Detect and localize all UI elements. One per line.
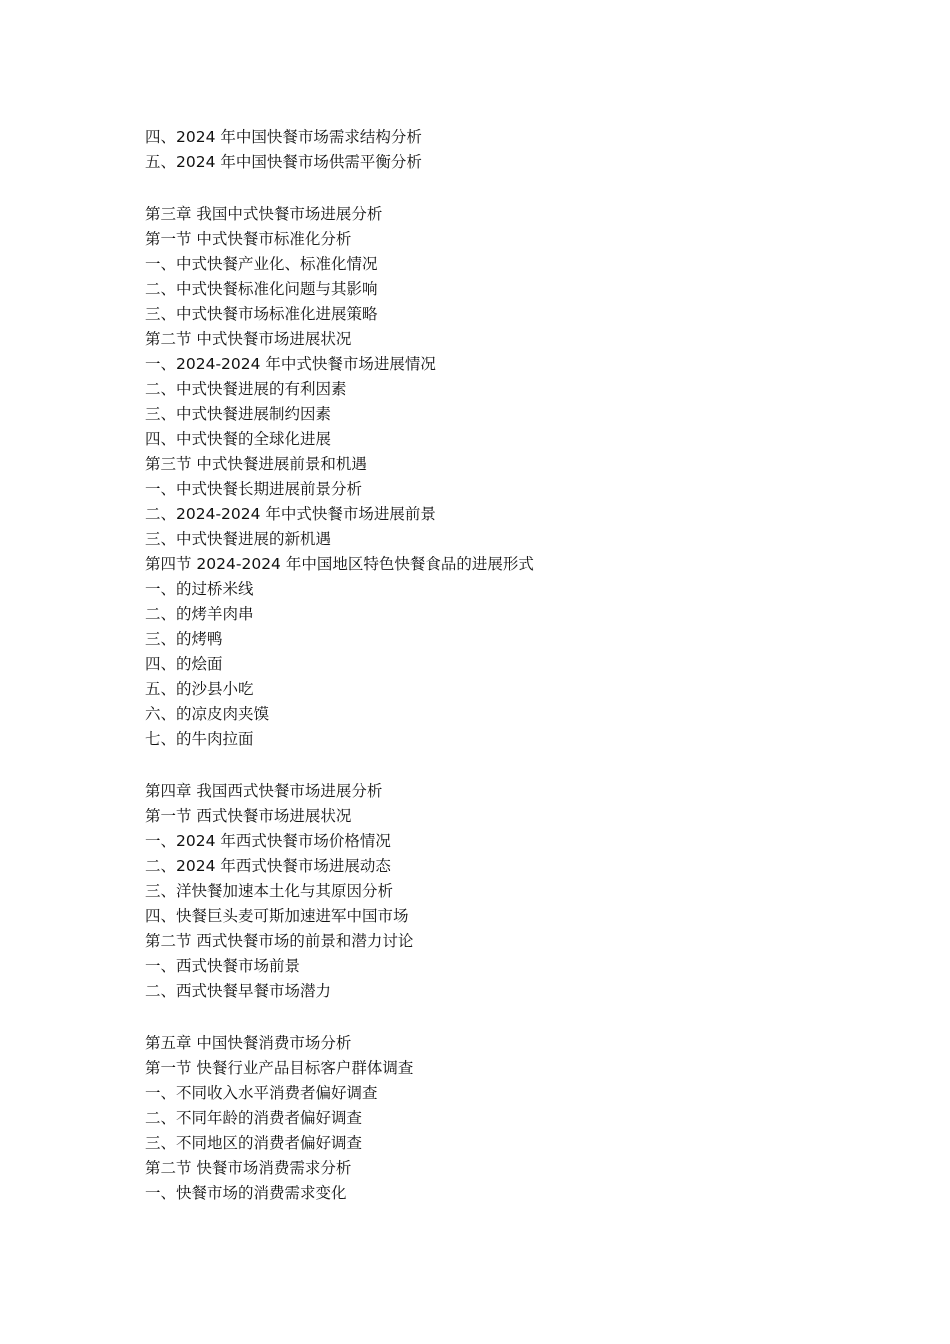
toc-item: 一、中式快餐长期进展前景分析 — [145, 480, 363, 498]
chapter-heading: 第三章 我国中式快餐市场进展分析 — [145, 205, 383, 223]
section-heading: 第二节 快餐市场消费需求分析 — [145, 1159, 352, 1177]
toc-item: 二、的烤羊肉串 — [145, 605, 254, 623]
toc-item: 七、的牛肉拉面 — [145, 730, 254, 748]
toc-item: 三、不同地区的消费者偏好调查 — [145, 1134, 363, 1152]
toc-item: 五、的沙县小吃 — [145, 680, 254, 698]
toc-item: 四、2024 年中国快餐市场需求结构分析 — [145, 128, 422, 146]
toc-item: 四、快餐巨头麦可斯加速进军中国市场 — [145, 907, 409, 925]
toc-item: 四、的烩面 — [145, 655, 223, 673]
section-heading: 第二节 西式快餐市场的前景和潜力讨论 — [145, 932, 414, 950]
toc-item: 四、中式快餐的全球化进展 — [145, 430, 332, 448]
section-heading: 第四节 2024-2024 年中国地区特色快餐食品的进展形式 — [145, 555, 534, 573]
toc-item: 一、快餐市场的消费需求变化 — [145, 1184, 347, 1202]
section-heading: 第二节 中式快餐市场进展状况 — [145, 330, 352, 348]
toc-item: 三、洋快餐加速本土化与其原因分析 — [145, 882, 394, 900]
toc-item: 二、中式快餐进展的有利因素 — [145, 380, 347, 398]
toc-item: 二、中式快餐标准化问题与其影响 — [145, 280, 378, 298]
toc-item: 三、中式快餐进展的新机遇 — [145, 530, 332, 548]
section-heading: 第三节 中式快餐进展前景和机遇 — [145, 455, 367, 473]
section-heading: 第一节 快餐行业产品目标客户群体调查 — [145, 1059, 414, 1077]
toc-item: 二、2024 年西式快餐市场进展动态 — [145, 857, 391, 875]
toc-item: 一、的过桥米线 — [145, 580, 254, 598]
toc-item: 五、2024 年中国快餐市场供需平衡分析 — [145, 153, 422, 171]
toc-item: 三、中式快餐进展制约因素 — [145, 405, 332, 423]
section-spacer — [145, 752, 905, 779]
section-spacer — [145, 175, 905, 202]
section-heading: 第一节 西式快餐市场进展状况 — [145, 807, 352, 825]
toc-item: 一、不同收入水平消费者偏好调查 — [145, 1084, 378, 1102]
toc-item: 二、2024-2024 年中式快餐市场进展前景 — [145, 505, 436, 523]
toc-item: 三、的烤鸭 — [145, 630, 223, 648]
toc-item: 一、西式快餐市场前景 — [145, 957, 301, 975]
toc-item: 二、西式快餐早餐市场潜力 — [145, 982, 332, 1000]
toc-item: 一、2024 年西式快餐市场价格情况 — [145, 832, 391, 850]
chapter-heading: 第五章 中国快餐消费市场分析 — [145, 1034, 352, 1052]
toc-item: 一、2024-2024 年中式快餐市场进展情况 — [145, 355, 436, 373]
toc-item: 三、中式快餐市场标准化进展策略 — [145, 305, 378, 323]
chapter-heading: 第四章 我国西式快餐市场进展分析 — [145, 782, 383, 800]
table-of-contents — [145, 125, 905, 1206]
toc-item: 六、的凉皮肉夹馍 — [145, 705, 270, 723]
section-heading: 第一节 中式快餐市标准化分析 — [145, 230, 352, 248]
toc-item: 一、中式快餐产业化、标准化情况 — [145, 255, 378, 273]
section-spacer — [145, 1004, 905, 1031]
toc-item: 二、不同年龄的消费者偏好调查 — [145, 1109, 363, 1127]
